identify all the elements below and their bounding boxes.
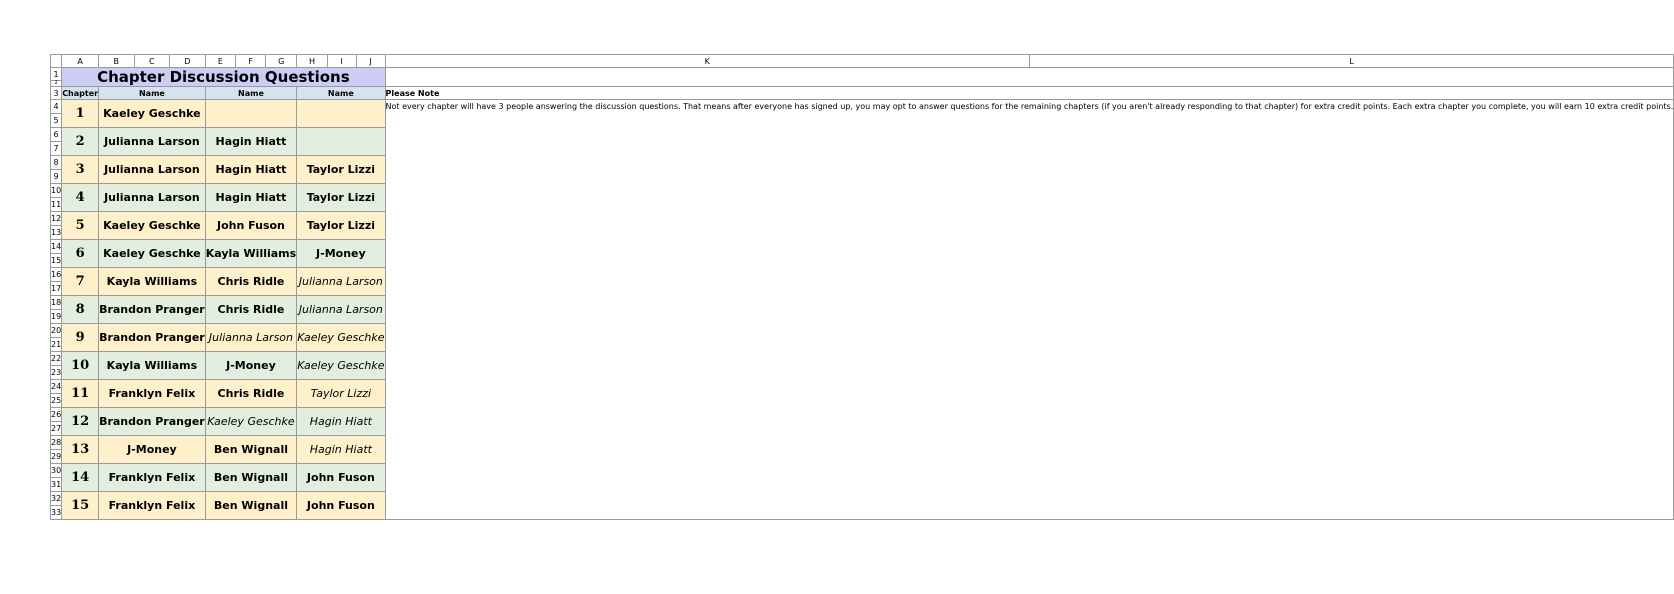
column-header[interactable]: L — [1029, 55, 1673, 68]
corner-cell[interactable] — [51, 55, 62, 68]
student-name-cell[interactable]: J-Money — [99, 436, 206, 464]
row-number[interactable]: 4 — [51, 100, 62, 114]
row-number[interactable]: 16 — [51, 268, 62, 282]
student-name-cell[interactable]: Julianna Larson — [297, 296, 385, 324]
row-number[interactable]: 28 — [51, 436, 62, 450]
row-number[interactable]: 6 — [51, 128, 62, 142]
spreadsheet — [50, 54, 1674, 520]
chapter-number[interactable]: 9 — [62, 324, 99, 352]
student-name-cell[interactable] — [297, 100, 385, 128]
row-number[interactable]: 22 — [51, 352, 62, 366]
chapter-number[interactable]: 5 — [62, 212, 99, 240]
row-number[interactable]: 2 — [51, 81, 62, 87]
chapter-number[interactable]: 1 — [62, 100, 99, 128]
chapter-number[interactable]: 12 — [62, 408, 99, 436]
student-name-cell[interactable]: Brandon Pranger — [99, 408, 206, 436]
row-number[interactable]: 25 — [51, 394, 62, 408]
row-number[interactable]: 7 — [51, 142, 62, 156]
student-name-cell[interactable]: Brandon Pranger — [99, 324, 206, 352]
column-header[interactable]: H — [297, 55, 328, 68]
student-name-cell[interactable]: J-Money — [205, 352, 296, 380]
student-name-cell[interactable]: Chris Ridle — [205, 380, 296, 408]
row-number[interactable]: 32 — [51, 492, 62, 506]
student-name-cell[interactable]: Julianna Larson — [99, 156, 206, 184]
column-header[interactable]: E — [205, 55, 235, 68]
row-number[interactable]: 23 — [51, 366, 62, 380]
row-number[interactable]: 27 — [51, 422, 62, 436]
student-name-cell[interactable]: Hagin Hiatt — [205, 156, 296, 184]
student-name-cell[interactable]: Kayla Williams — [99, 268, 206, 296]
row-number[interactable]: 11 — [51, 198, 62, 212]
note-text[interactable]: Not every chapter will have 3 people answering the discussion questions. That means after everyone has signed up, you may opt to answer questions for the remaining chapters (if you aren't already responding to that chapter) for extra credit points. Each extra chapter you complete, you will earn 10 extra credit points. — [385, 100, 1674, 520]
student-name-cell[interactable]: Kaeley Geschke — [99, 240, 206, 268]
student-name-cell[interactable]: Kaeley Geschke — [99, 212, 206, 240]
chapter-header[interactable]: Chapter — [62, 88, 99, 98]
student-name-cell[interactable]: Franklyn Felix — [99, 464, 206, 492]
title-row — [51, 68, 1674, 81]
chapter-number[interactable]: 2 — [62, 128, 99, 156]
column-header-row — [51, 55, 1674, 68]
chapter-number[interactable]: 7 — [62, 268, 99, 296]
student-name-cell[interactable]: Kayla Williams — [205, 240, 296, 268]
empty-cell[interactable] — [385, 68, 1674, 87]
student-name-cell[interactable]: Taylor Lizzi — [297, 212, 385, 240]
row-number[interactable]: 9 — [51, 170, 62, 184]
row-number[interactable]: 18 — [51, 296, 62, 310]
chapter-number[interactable]: 8 — [62, 296, 99, 324]
student-name-cell[interactable]: J-Money — [297, 240, 385, 268]
row-number[interactable]: 14 — [51, 240, 62, 254]
chapter-number[interactable]: 4 — [62, 184, 99, 212]
row-number[interactable]: 21 — [51, 338, 62, 352]
student-name-cell[interactable]: Julianna Larson — [99, 128, 206, 156]
student-name-cell[interactable]: Julianna Larson — [297, 268, 385, 296]
name-header-1[interactable]: Name — [99, 87, 206, 100]
column-header[interactable]: B — [99, 55, 134, 68]
student-name-cell[interactable]: Franklyn Felix — [99, 492, 206, 520]
student-name-cell[interactable]: Kaeley Geschke — [99, 100, 206, 128]
column-header[interactable]: J — [356, 55, 385, 68]
chapter-number[interactable]: 10 — [62, 352, 99, 380]
column-header[interactable]: G — [266, 55, 297, 68]
row-number[interactable]: 3 — [51, 87, 62, 100]
student-name-cell[interactable]: Franklyn Felix — [99, 380, 206, 408]
student-name-cell[interactable]: Kaeley Geschke — [297, 324, 385, 352]
chapter-number[interactable]: 6 — [62, 240, 99, 268]
column-header[interactable]: F — [236, 55, 266, 68]
student-name-cell[interactable]: Chris Ridle — [205, 296, 296, 324]
row-number[interactable]: 5 — [51, 114, 62, 128]
chapter-row — [51, 100, 1674, 114]
student-name-cell[interactable] — [205, 100, 296, 128]
row-number[interactable]: 30 — [51, 464, 62, 478]
student-name-cell[interactable]: Ben Wignall — [205, 436, 296, 464]
signup-table — [50, 54, 1674, 520]
row-number[interactable]: 19 — [51, 310, 62, 324]
student-name-cell[interactable]: Brandon Pranger — [99, 296, 206, 324]
sheet-title[interactable]: Chapter Discussion Questions — [62, 68, 385, 87]
student-name-cell[interactable]: Kayla Williams — [99, 352, 206, 380]
student-name-cell[interactable]: Kaeley Geschke — [297, 352, 385, 380]
student-name-cell[interactable]: John Fuson — [297, 492, 385, 520]
student-name-cell[interactable]: John Fuson — [297, 464, 385, 492]
student-name-cell[interactable] — [297, 128, 385, 156]
student-name-cell[interactable]: Taylor Lizzi — [297, 380, 385, 408]
column-header[interactable]: A — [62, 55, 99, 68]
student-name-cell[interactable]: Ben Wignall — [205, 492, 296, 520]
student-name-cell[interactable]: Chris Ridle — [205, 268, 296, 296]
row-number[interactable]: 15 — [51, 254, 62, 268]
row-number[interactable]: 29 — [51, 450, 62, 464]
note-heading[interactable]: Please Note — [385, 87, 1674, 100]
student-name-cell[interactable]: John Fuson — [205, 212, 296, 240]
name-header-2[interactable]: Name — [205, 87, 296, 100]
row-number[interactable]: 24 — [51, 380, 62, 394]
chapter-number[interactable]: 14 — [62, 464, 99, 492]
student-name-cell[interactable]: Ben Wignall — [205, 464, 296, 492]
column-header[interactable]: K — [385, 55, 1029, 68]
student-name-cell[interactable]: Kaeley Geschke — [205, 408, 296, 436]
row-number[interactable]: 12 — [51, 212, 62, 226]
chapter-number[interactable]: 13 — [62, 436, 99, 464]
row-number[interactable]: 10 — [51, 184, 62, 198]
student-name-cell[interactable]: Hagin Hiatt — [297, 408, 385, 436]
row-number[interactable]: 20 — [51, 324, 62, 338]
row-number[interactable]: 26 — [51, 408, 62, 422]
row-number[interactable]: 31 — [51, 478, 62, 492]
student-name-cell[interactable]: Taylor Lizzi — [297, 156, 385, 184]
student-name-cell[interactable]: Julianna Larson — [99, 184, 206, 212]
column-header[interactable]: D — [170, 55, 206, 68]
row-number[interactable]: 13 — [51, 226, 62, 240]
column-header[interactable]: I — [327, 55, 356, 68]
chapter-number[interactable]: 11 — [62, 380, 99, 408]
chapter-number[interactable]: 15 — [62, 492, 99, 520]
student-name-cell[interactable]: Julianna Larson — [205, 324, 296, 352]
student-name-cell[interactable]: Hagin Hiatt — [205, 184, 296, 212]
header-row — [51, 87, 1674, 100]
row-number[interactable]: 1 — [51, 68, 62, 81]
chapter-number[interactable]: 3 — [62, 156, 99, 184]
student-name-cell[interactable]: Hagin Hiatt — [205, 128, 296, 156]
row-number[interactable]: 17 — [51, 282, 62, 296]
student-name-cell[interactable]: Hagin Hiatt — [297, 436, 385, 464]
row-number[interactable]: 33 — [51, 506, 62, 520]
column-header[interactable]: C — [134, 55, 169, 68]
name-header-3[interactable]: Name — [297, 87, 385, 100]
row-number[interactable]: 8 — [51, 156, 62, 170]
student-name-cell[interactable]: Taylor Lizzi — [297, 184, 385, 212]
